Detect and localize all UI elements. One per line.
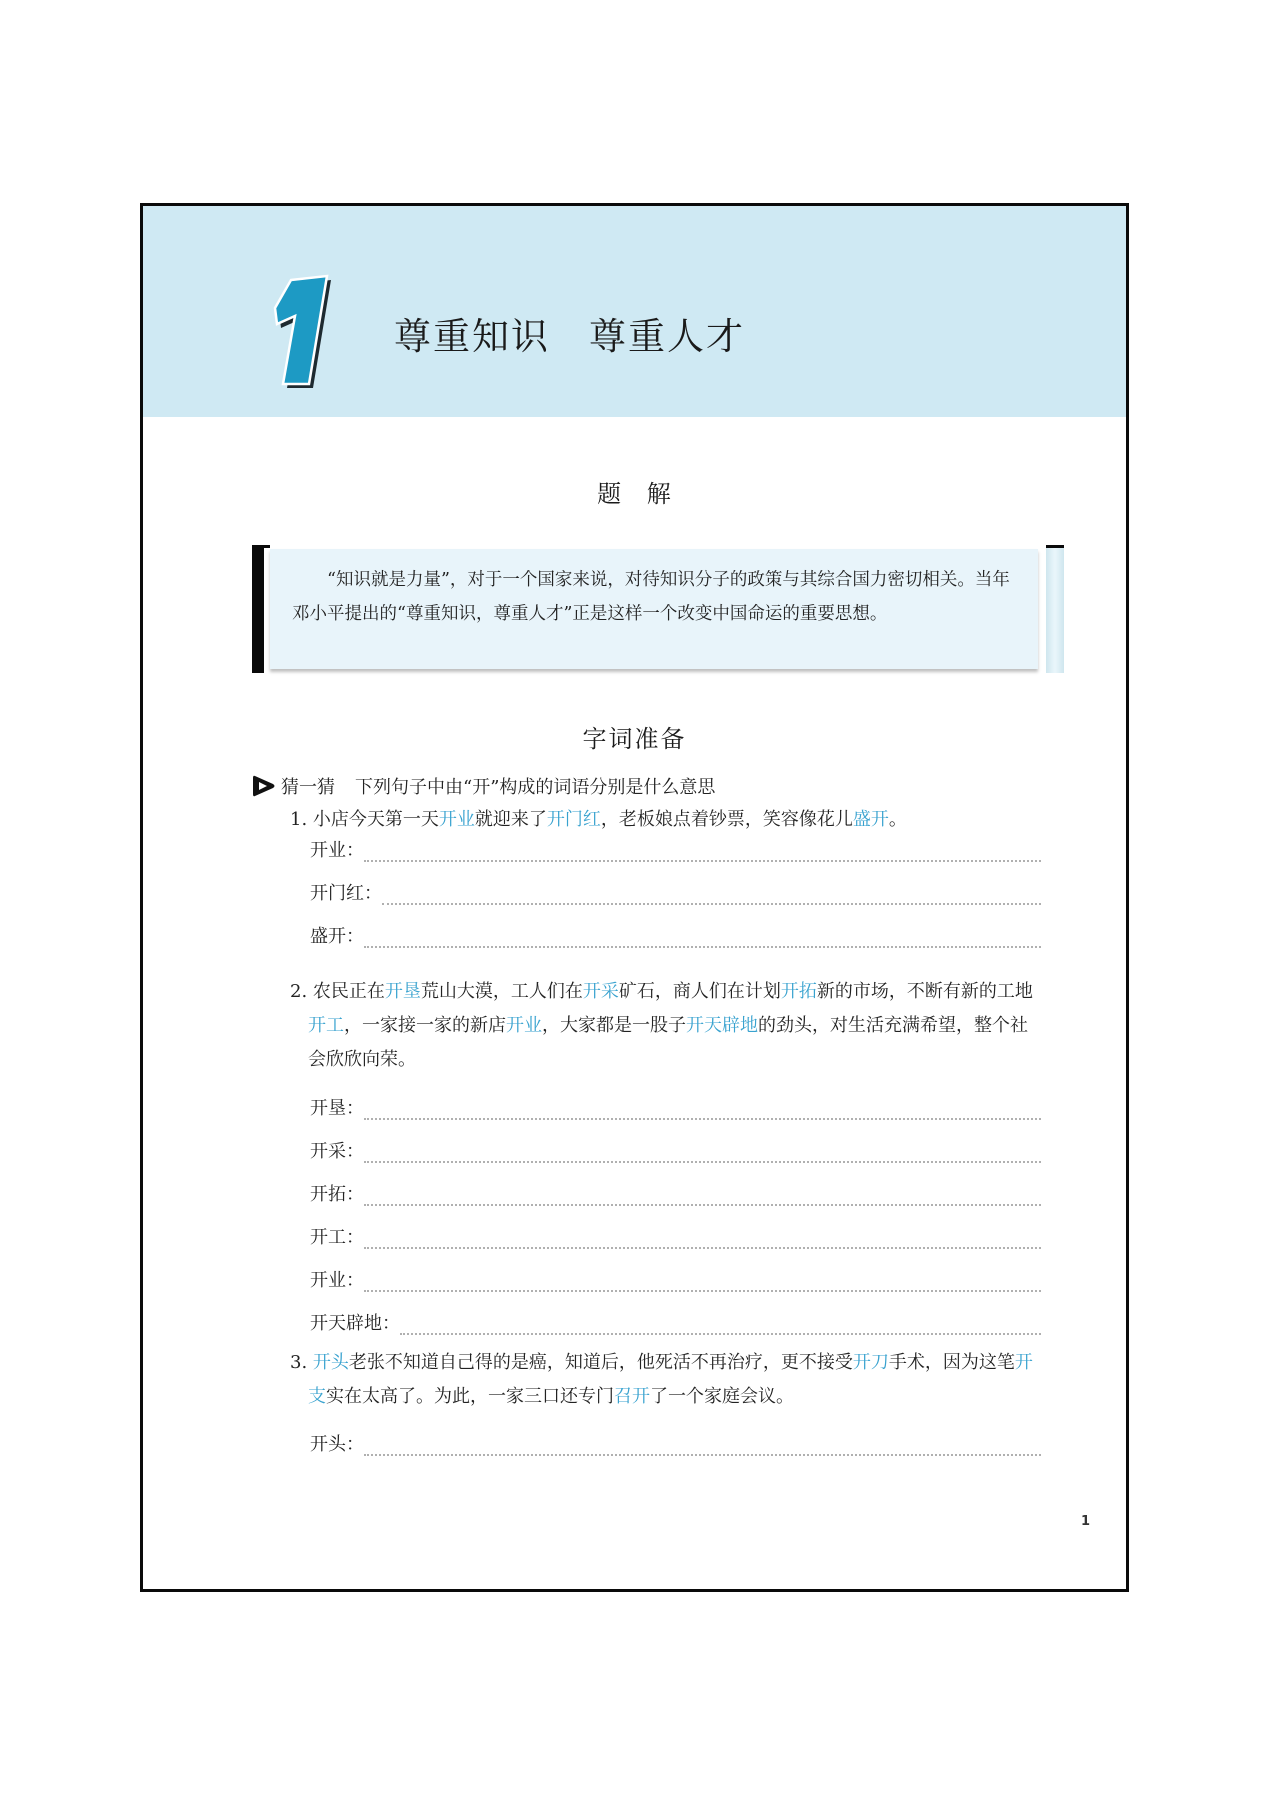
answer-blank-line[interactable] — [382, 903, 1041, 905]
highlighted-term: 开刀 — [852, 1352, 889, 1373]
callout-text: “知识就是力量”，对于一个国家来说，对待知识分子的政策与其综合国力密切相关。当年邓小平提出的“尊重知识，尊重人才”正是这样一个改变中国命运的重要思想。 — [270, 549, 1038, 669]
highlighted-term: 召开 — [614, 1386, 650, 1407]
answer-row[interactable] — [310, 1092, 1041, 1122]
question-1 — [290, 803, 1040, 837]
answer-row[interactable] — [310, 1135, 1041, 1165]
answer-label: 开采： — [310, 1141, 364, 1162]
textbook-page — [140, 203, 1129, 1592]
answer-row[interactable] — [310, 1178, 1041, 1208]
question-text-segment: 了一个家庭会议。 — [650, 1386, 794, 1407]
exercise-label: 猜一猜 — [281, 777, 335, 798]
answer-row[interactable] — [310, 1428, 1041, 1458]
answer-row[interactable] — [310, 1221, 1041, 1251]
highlighted-term: 开门红 — [546, 809, 601, 830]
question-number: 2. — [290, 981, 313, 1002]
highlighted-term: 开头 — [312, 1352, 349, 1373]
highlighted-term: 盛开 — [852, 809, 889, 830]
answer-blank-line[interactable] — [364, 1290, 1041, 1292]
callout-right-scroll — [1046, 545, 1064, 673]
question-text-segment: 的劲头，对生活充满希望，整个社会欣欣向荣。 — [308, 1015, 1028, 1070]
section-heading-zici: 字词准备 — [582, 725, 687, 753]
answer-row[interactable] — [310, 834, 1041, 864]
answer-label: 开垦： — [310, 1098, 364, 1119]
chapter-header — [143, 206, 1126, 417]
highlighted-term: 开采 — [582, 981, 619, 1002]
question-text-segment: 新的市场，不断有新的工地 — [816, 981, 1033, 1002]
answer-label: 盛开： — [310, 926, 364, 947]
chapter-number-graphic — [261, 272, 331, 390]
question-text-segment: ，一家接一家的新店 — [344, 1015, 506, 1036]
highlighted-term: 开工 — [308, 1015, 344, 1036]
exercise-prompt: 下列句子中由“开”构成的词语分别是什么意思 — [355, 777, 716, 798]
play-arrow-icon — [251, 773, 277, 799]
answer-label: 开拓： — [310, 1184, 364, 1205]
highlighted-term: 开业 — [506, 1015, 542, 1036]
question-text-segment: 。 — [888, 809, 907, 830]
answer-blank-line[interactable] — [364, 1247, 1041, 1249]
question-text-segment: 小店今天第一天 — [312, 809, 439, 830]
highlighted-term: 开业 — [438, 809, 475, 830]
section-heading-tijie: 题 解 — [597, 480, 672, 508]
answer-blank-line[interactable] — [364, 860, 1041, 862]
highlighted-term: 开垦 — [384, 981, 421, 1002]
answer-blank-line[interactable] — [364, 1204, 1041, 1206]
question-text — [290, 1346, 1040, 1414]
answer-label: 开业： — [310, 1270, 364, 1291]
answer-row[interactable] — [310, 1264, 1041, 1294]
intro-callout-box — [252, 545, 1064, 673]
answer-row[interactable] — [310, 920, 1041, 950]
chapter-number-1-icon — [261, 272, 331, 390]
answer-label: 开工： — [310, 1227, 364, 1248]
answer-row[interactable] — [310, 877, 1041, 907]
question-text-segment: 矿石，商人们在计划 — [618, 981, 781, 1002]
question-number: 3. — [290, 1352, 313, 1373]
page-number: 1 — [1081, 1514, 1091, 1529]
highlighted-term: 开天辟地 — [686, 1015, 758, 1036]
answer-blank-line[interactable] — [364, 946, 1041, 948]
question-text-segment: 老张不知道自己得的是癌，知道后，他死活不再治疗，更不接受 — [348, 1352, 853, 1373]
highlighted-term: 开支 — [308, 1352, 1033, 1407]
callout-left-bar — [252, 545, 264, 673]
answer-blank-line[interactable] — [364, 1454, 1041, 1456]
answer-label: 开天辟地： — [310, 1313, 400, 1334]
question-text-segment: ，老板娘点着钞票，笑容像花儿 — [600, 809, 853, 830]
chapter-title: 尊重知识 尊重人才 — [394, 315, 745, 358]
question-text-segment: 就迎来了 — [474, 809, 547, 830]
question-3 — [290, 1346, 1040, 1414]
question-text — [290, 803, 1040, 837]
question-number: 1. — [290, 809, 313, 830]
exercise-header — [251, 773, 715, 799]
answer-label: 开头： — [310, 1434, 364, 1455]
answer-row[interactable] — [310, 1307, 1041, 1337]
question-2 — [290, 975, 1040, 1077]
answer-label: 开门红： — [310, 883, 382, 904]
answer-label: 开业： — [310, 840, 364, 861]
answer-blank-line[interactable] — [364, 1118, 1041, 1120]
question-text-segment: 荒山大漠，工人们在 — [420, 981, 583, 1002]
question-text-segment: ，大家都是一股子 — [542, 1015, 686, 1036]
answer-blank-line[interactable] — [364, 1161, 1041, 1163]
question-text-segment: 手术，因为这笔 — [888, 1352, 1015, 1373]
question-text — [290, 975, 1040, 1077]
answer-blank-line[interactable] — [400, 1333, 1041, 1335]
question-text-segment: 实在太高了。为此，一家三口还专门 — [326, 1386, 614, 1407]
highlighted-term: 开拓 — [780, 981, 817, 1002]
question-text-segment: 农民正在 — [312, 981, 385, 1002]
